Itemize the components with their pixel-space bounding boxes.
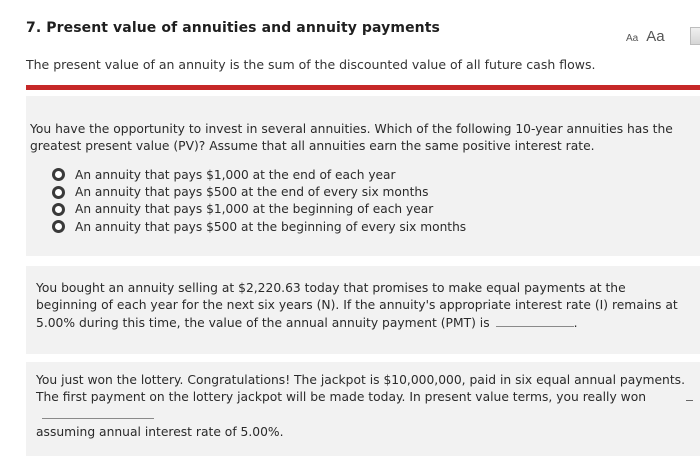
question-2-text (36, 280, 686, 332)
radio-button[interactable] (52, 203, 65, 216)
scrollbar-thumb[interactable] (690, 27, 700, 45)
option-label: An annuity that pays $1,000 at the end of each year (75, 167, 396, 182)
question-1-prompt: You have the opportunity to invest in several annuities. Which of the following 10-year annuities has the greatest present value (PV)? Assume that all annuities earn the same positive interest rate. (30, 122, 673, 153)
decrease-font-button[interactable]: Aa (626, 33, 639, 44)
radio-button[interactable] (52, 220, 65, 233)
option-label: An annuity that pays $500 at the end of every six months (75, 185, 429, 200)
question-2-period: . (573, 316, 578, 330)
option-label: An annuity that pays $500 at the beginning of every six months (75, 219, 467, 234)
intro-text: The present value of an annuity is the sum of the discounted value of all future cash flows. (26, 57, 596, 72)
question-3-prompt: You just won the lottery. Congratulations! The jackpot is $10,000,000, paid in six equal annual payments. The first payment on the lottery jackpot will be made today. In present value terms, you really won (36, 373, 685, 404)
question-3-rate-note: assuming annual interest rate of 5.00%. (36, 425, 284, 439)
radio-button[interactable] (52, 168, 65, 181)
section-divider (26, 85, 700, 90)
option-label: An annuity that pays $1,000 at the beginning of each year (75, 202, 434, 217)
option-4[interactable] (52, 218, 466, 235)
increase-font-button[interactable]: Aa (646, 28, 665, 45)
page-title: 7. Present value of annuities and annuity payments (26, 20, 440, 36)
question-1-options (52, 166, 466, 236)
pmt-answer-dropdown[interactable] (496, 314, 574, 327)
radio-button[interactable] (52, 186, 65, 199)
option-3[interactable] (52, 201, 466, 218)
question-2-prompt: You bought an annuity selling at $2,220.63 today that promises to make equal payments at the beginning of each year for the next six years (N). If the annuity's appropriate interest rate (I) remains at 5.00% during this time, the value of the annual annuity payment (PMT) is (36, 281, 678, 330)
option-2[interactable] (52, 183, 466, 200)
font-size-controls (626, 28, 665, 45)
option-1[interactable] (52, 166, 466, 183)
dropdown-dash-icon (686, 400, 693, 401)
question-3-text (36, 372, 686, 441)
pv-answer-dropdown[interactable] (42, 406, 154, 419)
